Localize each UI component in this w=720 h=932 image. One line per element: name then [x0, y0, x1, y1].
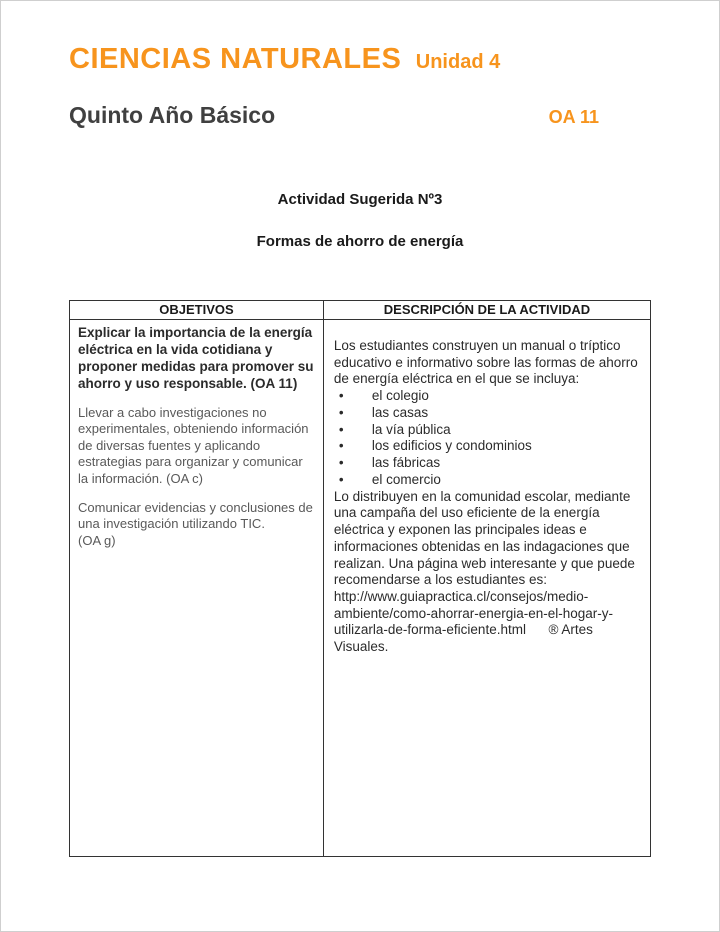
- bullet-text: el colegio: [371, 388, 429, 404]
- activity-title: Actividad Sugerida Nº3: [277, 191, 443, 208]
- bullet-text: los edificios y condominios: [371, 438, 532, 454]
- objective-main: Explicar la importancia de la energía eléctrica en la vida cotidiana y proponer medidas para promover su ahorro y uso responsable. (OA 11): [78, 325, 314, 391]
- subtitle-line: [69, 102, 651, 129]
- bullet-icon: •: [338, 438, 344, 454]
- activity-subtitle: Formas de ahorro de energía: [256, 233, 464, 250]
- bullet-list: [334, 388, 640, 488]
- list-item: [334, 388, 640, 405]
- grade-title: Quinto Año Básico: [69, 102, 276, 128]
- description-outro: Lo distribuyen en la comunidad escolar, mediante una campaña del uso eficiente de la energía eléctrica y exponen las principales ideas e informaciones obtenidas en las indagaciones que realizan. Una página web interesante y que puede recomendarse a los estudiantes es: http://www.guiapractica.cl/consejos/medio-ambiente/como-ahorrar-energia-en-el-hogar-y-utilizarla-de-forma-eficiente.html ® Artes Visuales.: [333, 488, 639, 655]
- title-line: [69, 43, 651, 76]
- bullet-icon: •: [338, 404, 344, 420]
- oa-badge: OA 11: [548, 107, 599, 127]
- description-intro: Los estudiantes construyen un manual o tríptico educativo e informativo sobre las formas de ahorro de energía eléctrica en el que se incluya:: [333, 338, 638, 387]
- objectives-cell: [70, 320, 324, 857]
- document-header: [69, 43, 651, 129]
- bullet-icon: •: [338, 388, 344, 404]
- list-item: [334, 422, 640, 439]
- list-item: [334, 438, 640, 455]
- bullet-icon: •: [338, 421, 344, 437]
- objective-tertiary: Comunicar evidencias y conclusiones de una investigación utilizando TIC. (OA g): [78, 499, 313, 548]
- objective-secondary: Llevar a cabo investigaciones no experimentales, obteniendo información de diversas fuentes y aplicando estrategias para organizar y comunicar la información. (OA c): [78, 405, 309, 486]
- bullet-text: las fábricas: [371, 455, 441, 471]
- activity-table: [69, 300, 651, 857]
- objectives-column-header: OBJETIVOS: [70, 301, 324, 320]
- list-item: [334, 405, 640, 422]
- bullet-text: el comercio: [371, 471, 441, 487]
- bullet-text: las casas: [371, 404, 429, 420]
- unit-label: Unidad 4: [415, 51, 501, 73]
- activity-titles: [69, 191, 651, 250]
- list-item: [334, 455, 640, 472]
- table-row: [70, 320, 651, 857]
- bullet-text: la vía pública: [371, 421, 451, 437]
- description-column-header: DESCRIPCIÓN DE LA ACTIVIDAD: [323, 301, 650, 320]
- list-item: [334, 472, 640, 489]
- description-cell: [323, 320, 650, 857]
- bullet-icon: •: [338, 455, 344, 471]
- subject-title: CIENCIAS NATURALES: [69, 43, 402, 75]
- bullet-icon: •: [338, 471, 344, 487]
- table-header-row: [70, 301, 651, 320]
